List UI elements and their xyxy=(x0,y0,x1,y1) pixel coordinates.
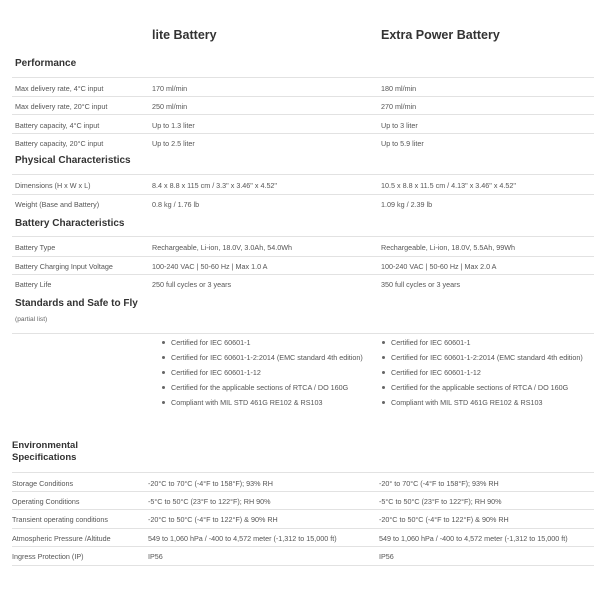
row-label: Storage Conditions xyxy=(12,479,74,488)
value-lite: 8.4 x 8.8 x 115 cm / 3.3" x 3.46" x 4.52" xyxy=(152,181,277,190)
list-item: Compliant with MIL STD 461G RE102 & RS103 xyxy=(381,398,586,407)
section-title-line: Specifications xyxy=(12,452,77,463)
row-label: Battery capacity, 4°C input xyxy=(15,121,100,130)
list-item: Certified for IEC 60601-1 xyxy=(161,338,366,347)
divider xyxy=(12,528,594,529)
value-lite: 170 ml/min xyxy=(152,84,188,93)
value-extra: Up to 3 liter xyxy=(381,121,418,130)
value-lite: 100-240 VAC | 50-60 Hz | Max 1.0 A xyxy=(152,262,268,271)
standards-list-lite xyxy=(161,338,366,413)
divider xyxy=(12,274,594,275)
section-title-standards: Standards and Safe to Fly xyxy=(15,298,138,309)
partial-list-note: (partial list) xyxy=(15,316,48,323)
value-lite: -20°C to 70°C (-4°F to 158°F); 93% RH xyxy=(148,479,273,488)
divider xyxy=(12,194,594,195)
list-item: Certified for IEC 60601-1 xyxy=(381,338,586,347)
list-item: Certified for IEC 60601-1-2:2014 (EMC standard 4th edition) xyxy=(381,353,586,362)
value-lite: 0.8 kg / 1.76 lb xyxy=(152,200,200,209)
row-label: Operating Conditions xyxy=(12,497,80,506)
divider xyxy=(12,509,594,510)
value-extra: 350 full cycles or 3 years xyxy=(381,280,461,289)
list-item: Certified for IEC 60601-1-2:2014 (EMC standard 4th edition) xyxy=(161,353,366,362)
value-lite: 549 to 1,060 hPa / -400 to 4,572 meter (-1,312 to 15,000 ft) xyxy=(148,534,337,543)
standards-list-extra xyxy=(381,338,586,413)
value-lite: 250 ml/min xyxy=(152,102,188,111)
divider xyxy=(12,114,594,115)
list-item: Certified for the applicable sections of RTCA / DO 160G xyxy=(161,383,366,392)
value-lite: IP56 xyxy=(148,552,163,561)
divider xyxy=(12,333,594,334)
value-extra: -20°C to 50°C (-4°F to 122°F) & 90% RH xyxy=(379,515,509,524)
value-extra: -5°C to 50°C (23°F to 122°F); RH 90% xyxy=(379,497,502,506)
row-label: Battery Type xyxy=(15,243,56,252)
section-title-line: Environmental xyxy=(12,440,78,451)
divider xyxy=(12,256,594,257)
row-label: Max delivery rate, 20°C input xyxy=(15,102,108,111)
value-extra: 10.5 x 8.8 x 11.5 cm / 4.13" x 3.46" x 4.52" xyxy=(381,181,516,190)
list-item: Compliant with MIL STD 461G RE102 & RS103 xyxy=(161,398,366,407)
divider xyxy=(12,565,594,566)
divider xyxy=(12,236,594,237)
value-extra: 270 ml/min xyxy=(381,102,417,111)
row-label: Max delivery rate, 4°C input xyxy=(15,84,104,93)
value-extra: Rechargeable, Li-ion, 18.0V, 5.5Ah, 99Wh xyxy=(381,243,515,252)
value-lite: 250 full cycles or 3 years xyxy=(152,280,232,289)
divider xyxy=(12,77,594,78)
row-label: Atmospheric Pressure /Altitude xyxy=(12,534,111,543)
divider xyxy=(12,174,594,175)
divider xyxy=(12,491,594,492)
divider xyxy=(12,546,594,547)
section-title-physical: Physical Characteristics xyxy=(15,155,131,166)
section-title-environmental xyxy=(12,440,78,464)
value-lite: Up to 1.3 liter xyxy=(152,121,195,130)
list-item: Certified for the applicable sections of RTCA / DO 160G xyxy=(381,383,586,392)
value-extra: 100-240 VAC | 50-60 Hz | Max 2.0 A xyxy=(381,262,497,271)
value-extra: Up to 5.9 liter xyxy=(381,139,424,148)
list-item: Certified for IEC 60601-1-12 xyxy=(381,368,586,377)
value-extra: 180 ml/min xyxy=(381,84,417,93)
divider xyxy=(12,133,594,134)
divider xyxy=(12,472,594,473)
row-label: Weight (Base and Battery) xyxy=(15,200,100,209)
value-lite: Rechargeable, Li-ion, 18.0V, 3.0Ah, 54.0Wh xyxy=(152,243,292,252)
value-lite: -5°C to 50°C (23°F to 122°F); RH 90% xyxy=(148,497,271,506)
section-title-performance: Performance xyxy=(15,58,77,69)
value-extra: IP56 xyxy=(379,552,394,561)
row-label: Dimensions (H x W x L) xyxy=(15,181,91,190)
row-label: Battery Life xyxy=(15,280,52,289)
column-title-extra: Extra Power Battery xyxy=(381,28,500,42)
row-label: Battery Charging Input Voltage xyxy=(15,262,113,271)
row-label: Ingress Protection (IP) xyxy=(12,552,84,561)
value-extra: 1.09 kg / 2.39 lb xyxy=(381,200,433,209)
column-title-lite: lite Battery xyxy=(152,28,217,42)
value-lite: Up to 2.5 liter xyxy=(152,139,195,148)
list-item: Certified for IEC 60601-1-12 xyxy=(161,368,366,377)
row-label: Transient operating conditions xyxy=(12,515,109,524)
divider xyxy=(12,96,594,97)
value-extra: -20° to 70°C (-4°F to 158°F); 93% RH xyxy=(379,479,499,488)
value-extra: 549 to 1,060 hPa / -400 to 4,572 meter (-1,312 to 15,000 ft) xyxy=(379,534,568,543)
row-label: Battery capacity, 20°C input xyxy=(15,139,104,148)
section-title-battery: Battery Characteristics xyxy=(15,218,125,229)
value-lite: -20°C to 50°C (-4°F to 122°F) & 90% RH xyxy=(148,515,278,524)
